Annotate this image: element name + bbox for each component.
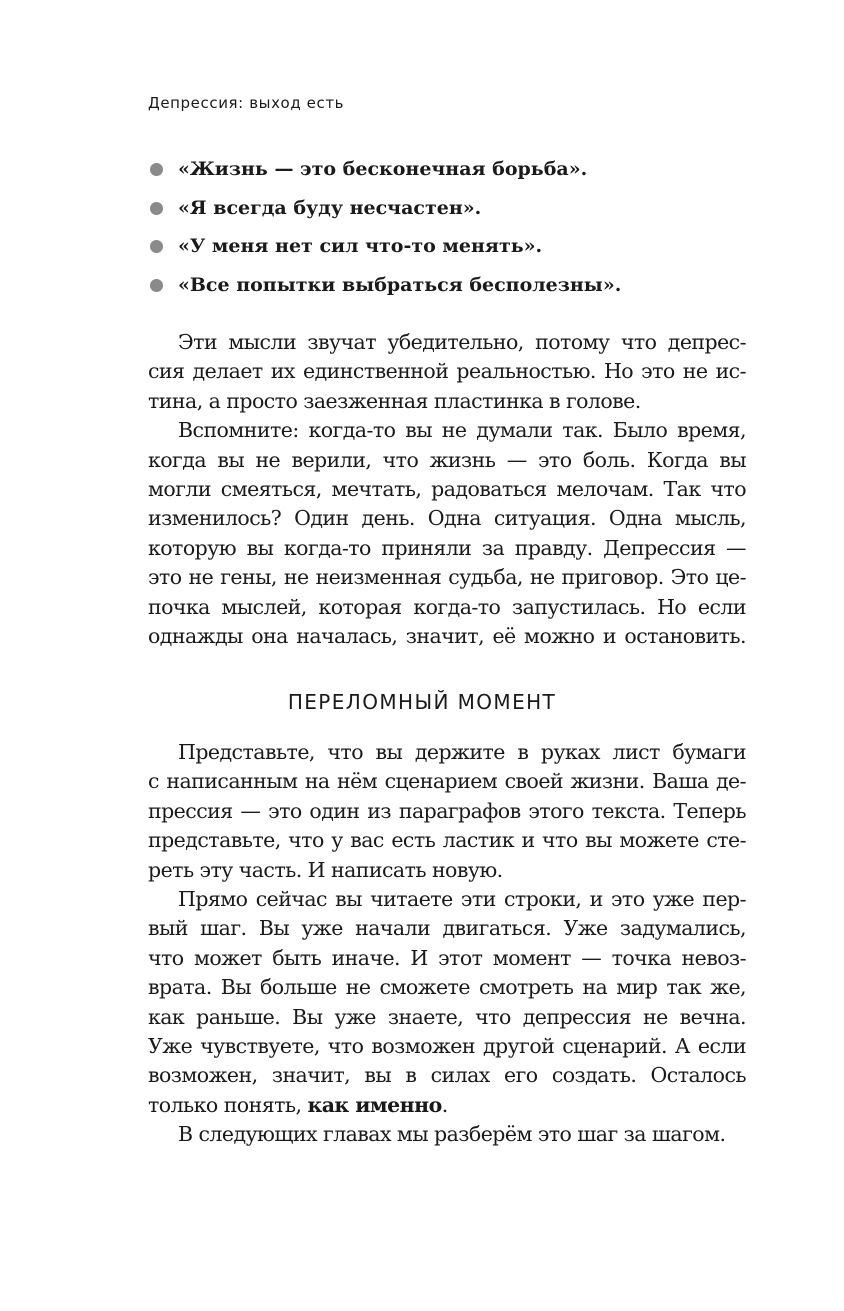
list-item-text: «Все попытки выбраться бесполезны». <box>178 273 622 296</box>
paragraph-line: В следующих главах мы разберём это шаг за шагом. <box>178 1122 726 1147</box>
bullet-dot-icon <box>150 163 163 176</box>
body-text-block-2 <box>148 738 746 1150</box>
paragraph-line: возможен, значит, вы в силах его создать. Осталось <box>148 1063 746 1088</box>
list-item <box>148 189 621 228</box>
paragraph-line: как раньше. Вы уже знаете, что депрессия не вечна. <box>148 1004 746 1029</box>
paragraph-line: могли смеяться, мечтать, радоваться мелочам. Так что <box>148 477 746 502</box>
line-text: . <box>441 1092 448 1117</box>
paragraph-line: это не гены, не неизменная судьба, не приговор. Это це- <box>148 565 746 590</box>
paragraph-line: которую вы когда-то приняли за правду. Депрессия — <box>148 535 746 560</box>
list-item <box>148 227 621 266</box>
paragraph-line: Представьте, что вы держите в руках лист бумаги <box>178 740 746 764</box>
list-item <box>148 266 621 305</box>
paragraph-line: Уже чувствуете, что возможен другой сценарий. А если <box>148 1034 746 1059</box>
list-item <box>148 150 621 189</box>
paragraph-line: почка мыслей, которая когда-то запустилась. Но если <box>148 594 746 619</box>
paragraph-line: Вспомните: когда-то вы не думали так. Было время, <box>178 418 746 443</box>
paragraph-line: когда вы не верили, что жизнь — это боль. Когда вы <box>148 447 746 472</box>
section-title: ПЕРЕЛОМНЫЙ МОМЕНТ <box>287 690 557 714</box>
paragraph-line: с написанным на нём сценарием своей жизни. Ваша де- <box>148 769 746 794</box>
paragraph-line <box>148 1091 746 1120</box>
paragraph-line: сия делает их единственной реальностью. Но это не ис- <box>148 359 746 384</box>
line-text: только понять, <box>148 1092 308 1117</box>
bullet-dot-icon <box>150 202 163 215</box>
paragraph-line: реть эту часть. И написать новую. <box>148 857 503 882</box>
paragraph-line: Прямо сейчас вы читаете эти строки, и это уже пер- <box>178 887 746 912</box>
paragraph-line: что может быть иначе. И этот момент — точка невоз- <box>148 945 746 970</box>
bullet-dot-icon <box>150 279 163 292</box>
list-item-text: «У меня нет сил что-то менять». <box>178 235 543 257</box>
paragraph-line: врата. Вы больше не сможете смотреть на мир так же, <box>148 975 746 1000</box>
paragraph-line: прессия — это один из параграфов этого текста. Теперь <box>148 798 746 823</box>
bullet-dot-icon <box>150 240 163 253</box>
paragraph-line: Эти мысли звучат убедительно, потому что депрес- <box>178 330 746 354</box>
paragraph-line: представьте, что у вас есть ластик и что вы можете сте- <box>148 828 746 853</box>
running-head: Депрессия: выход есть <box>148 94 345 112</box>
emphasis-text: как именно <box>307 1092 442 1117</box>
paragraph-line: тина, а просто заезженная пластинка в голове. <box>148 388 641 413</box>
paragraph-line: вый шаг. Вы уже начали двигаться. Уже задумались, <box>148 916 746 941</box>
paragraph-line: однажды она началась, значит, её можно и остановить. <box>148 624 746 649</box>
paragraph-line: изменилось? Один день. Одна ситуация. Одна мысль, <box>148 506 746 531</box>
list-item-text: «Я всегда буду несчастен». <box>178 196 482 219</box>
bullet-list <box>148 150 621 304</box>
body-text-block-1 <box>148 328 746 651</box>
list-item-text: «Жизнь — это бесконечная борьба». <box>178 158 588 180</box>
